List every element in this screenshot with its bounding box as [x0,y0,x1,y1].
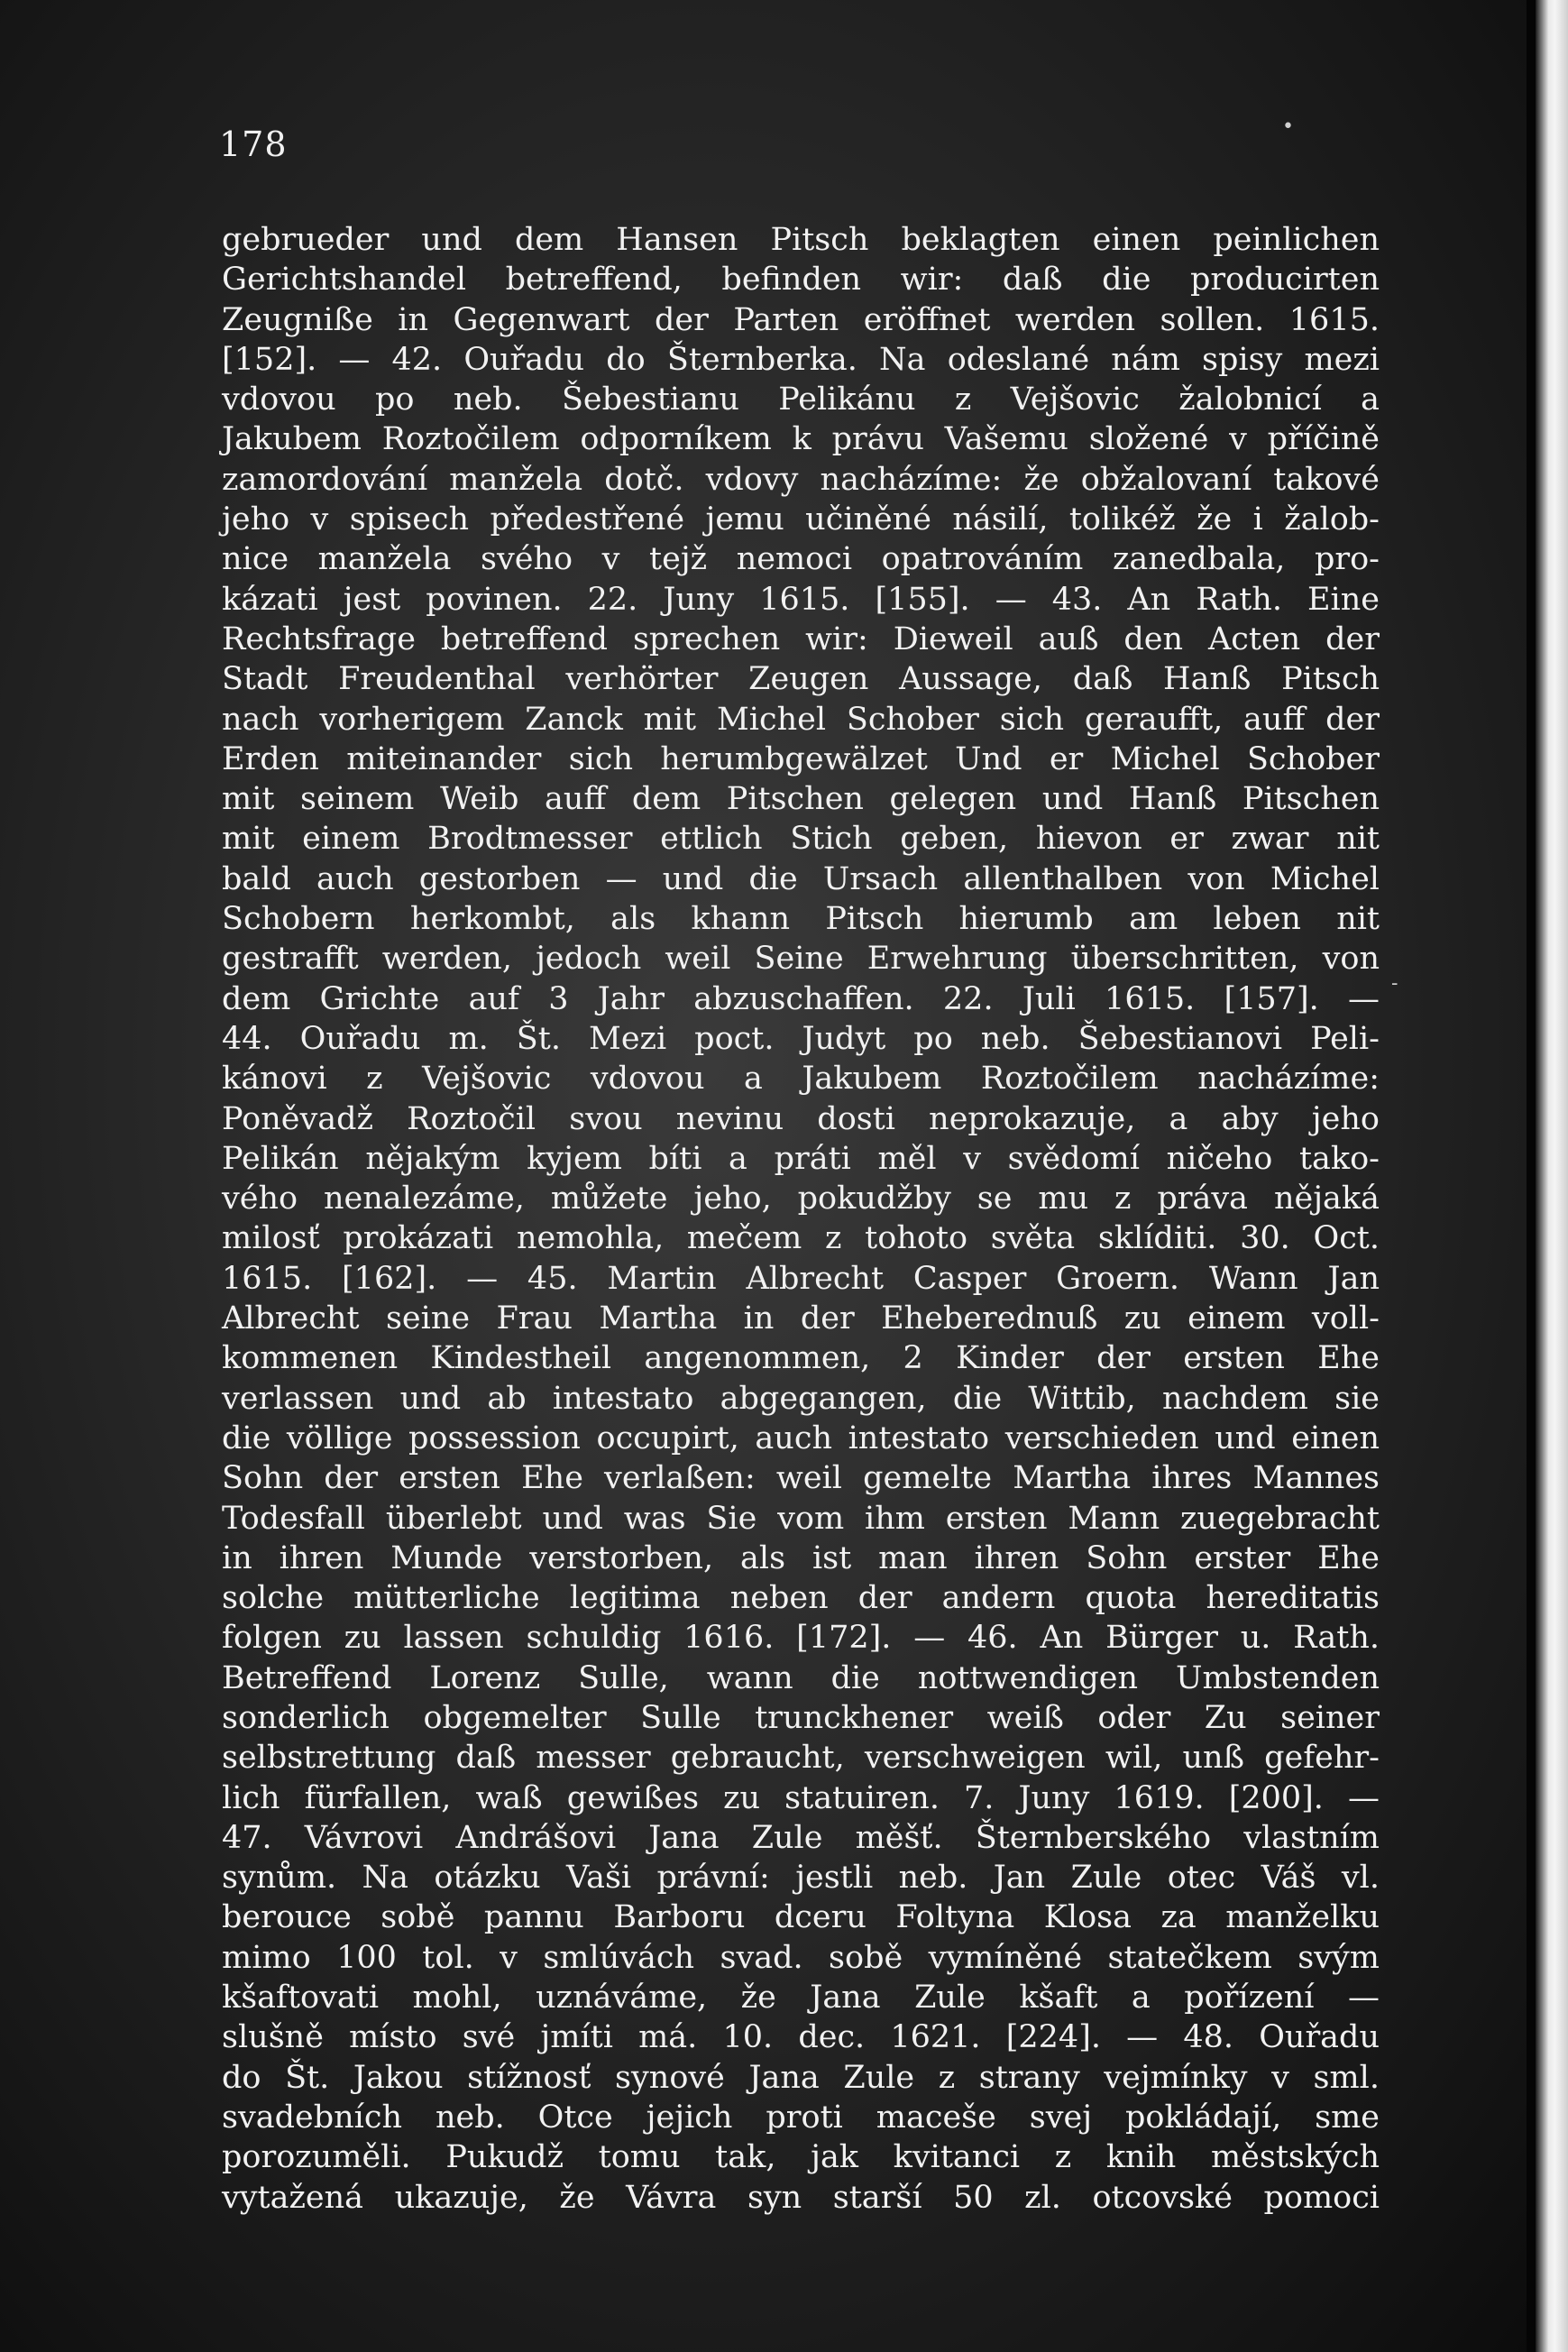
text-line: kommenen Kindestheil angenommen, 2 Kinder der ersten Ehe [222,1340,1380,1377]
text-line: lich fürfallen, waß gewißes zu statuiren. 7. Juny 1619. [200]. — [222,1779,1380,1816]
text-line: [152]. — 42. Ouřadu do Šternberka. Na odeslané nám spisy mezi [222,341,1380,378]
text-line: Todesfall überlebt und was Sie vom ihm ersten Mann zuegebracht [222,1500,1380,1537]
text-line: vdovou po neb. Šebestianu Pelikánu z Vejšovic žalobnicí a [222,381,1380,418]
text-line: kánovi z Vejšovic vdovou a Jakubem Roztočilem nacházíme: [222,1061,1380,1098]
text-line: mit seinem Weib auff dem Pitschen gelegen und Hanß Pitschen [222,781,1380,818]
text-line: gestrafft werden, jedoch weil Seine Erwehrung überschritten, von [222,941,1380,978]
text-line: Albrecht seine Frau Martha in der Eheberednuß zu einem voll- [222,1300,1380,1337]
text-line: sonderlich obgemelter Sulle trunckhener weiß oder Zu seiner [222,1699,1380,1736]
text-line: kšaftovati mohl, uznáváme, že Jana Zule kšaft a pořízení — [222,1980,1380,2017]
text-line: Stadt Freudenthal verhörter Zeugen Aussage, daß Hanß Pitsch [222,661,1380,698]
page-number: 178 [219,124,288,164]
body-text [222,220,1380,2218]
text-line: Rechtsfrage betreffend sprechen wir: Dieweil auß den Acten der [222,620,1380,657]
text-line: nach vorherigem Zanck mit Michel Schober sich geraufft, auff der [222,701,1380,738]
text-line: Jakubem Roztočilem odporníkem k právu Vašemu složené v příčině [222,421,1380,458]
text-line: selbstrettung daß messer gebraucht, verschweigen wil, unß gefehr- [222,1740,1380,1777]
text-line: berouce sobě pannu Barboru dceru Foltyna Klosa za manželku [222,1899,1380,1936]
text-line: slušně místo své jmíti má. 10. dec. 1621. [224]. — 48. Ouřadu [222,2019,1380,2056]
ink-speck: - [1391,972,1398,995]
text-line: porozuměli. Pukudž tomu tak, jak kvitanci z knih městských [222,2139,1380,2176]
text-line: synům. Na otázku Vaši právní: jestli neb. Jan Zule otec Váš vl. [222,1860,1380,1897]
text-line: Gerichtshandel betreffend, befinden wir: daß die producirten [222,262,1380,299]
text-line: Betreffend Lorenz Sulle, wann die nottwendigen Umbstenden [222,1659,1380,1696]
text-line: Schobern herkombt, als khann Pitsch hierumb am leben nit [222,901,1380,938]
text-line: vého nenalezáme, můžete jeho, pokudžby se mu z práva nějaká [222,1181,1380,1217]
text-line: solche mütterliche legitima neben der andern quota hereditatis [222,1580,1380,1617]
text-line: zamordování manžela dotč. vdovy nacházíme: že obžalovaní takové [222,461,1380,498]
page-edge-shadow [1527,0,1536,2352]
text-line: Pelikán nějakým kyjem bíti a práti měl v svědomí ničeho tako- [222,1140,1380,1177]
text-line: die völlige possession occupirt, auch intestato verschieden und einen [222,1419,1380,1456]
text-line: 1615. [162]. — 45. Martin Albrecht Casper Groern. Wann Jan [222,1260,1380,1297]
text-line: milosť prokázati nemohla, mečem z tohoto světa sklíditi. 30. Oct. [222,1220,1380,1257]
text-line: jeho v spisech předestřené jemu učiněné násilí, tolikéž že i žalob- [222,501,1380,538]
text-line: mimo 100 tol. v smlúvách svad. sobě vymíněné statečkem svým [222,1939,1380,1976]
text-line: do Št. Jakou stížnosť synové Jana Zule z strany vejmínky v sml. [222,2059,1380,2096]
text-line: dem Grichte auf 3 Jahr abzuschaffen. 22. Juli 1615. [157]. — [222,980,1380,1017]
text-line: vytažená ukazuje, že Vávra syn starší 50 zl. otcovské pomoci [222,2179,1380,2216]
text-line: Zeugniße in Gegenwart der Parten eröffnet werden sollen. 1615. [222,301,1380,338]
text-line: mit einem Brodtmesser ettlich Stich geben, hievon er zwar nit [222,821,1380,858]
text-line: kázati jest povinen. 22. Juny 1615. [155]. — 43. An Rath. Eine [222,581,1380,618]
text-line: in ihren Munde verstorben, als ist man ihren Sohn erster Ehe [222,1539,1380,1576]
text-line: verlassen und ab intestato abgegangen, die Wittib, nachdem sie [222,1380,1380,1417]
text-line: svadebních neb. Otce jejich proti maceše svej pokládají, sme [222,2099,1380,2136]
text-line: bald auch gestorben — und die Ursach allenthalben von Michel [222,860,1380,897]
text-line: Sohn der ersten Ehe verlaßen: weil gemelte Martha ihres Mannes [222,1460,1380,1497]
text-line: gebrueder und dem Hansen Pitsch beklagten einen peinlichen [222,222,1380,258]
text-line: 44. Ouřadu m. Št. Mezi poct. Judyt po neb. Šebestianovi Peli- [222,1020,1380,1057]
page-edge [1536,0,1568,2352]
text-line: nice manžela svého v tejž nemoci opatrováním zanedbala, pro- [222,541,1380,578]
text-line: folgen zu lassen schuldig 1616. [172]. — 46. An Bürger u. Rath. [222,1620,1380,1657]
text-line: Poněvadž Roztočil svou nevinu dosti neprokazuje, a aby jeho [222,1100,1380,1137]
ink-speck: • [1282,115,1294,138]
text-line: 47. Vávrovi Andrášovi Jana Zule měšť. Šternberského vlastním [222,1819,1380,1856]
text-line: Erden miteinander sich herumbgewälzet Und er Michel Schober [222,740,1380,777]
